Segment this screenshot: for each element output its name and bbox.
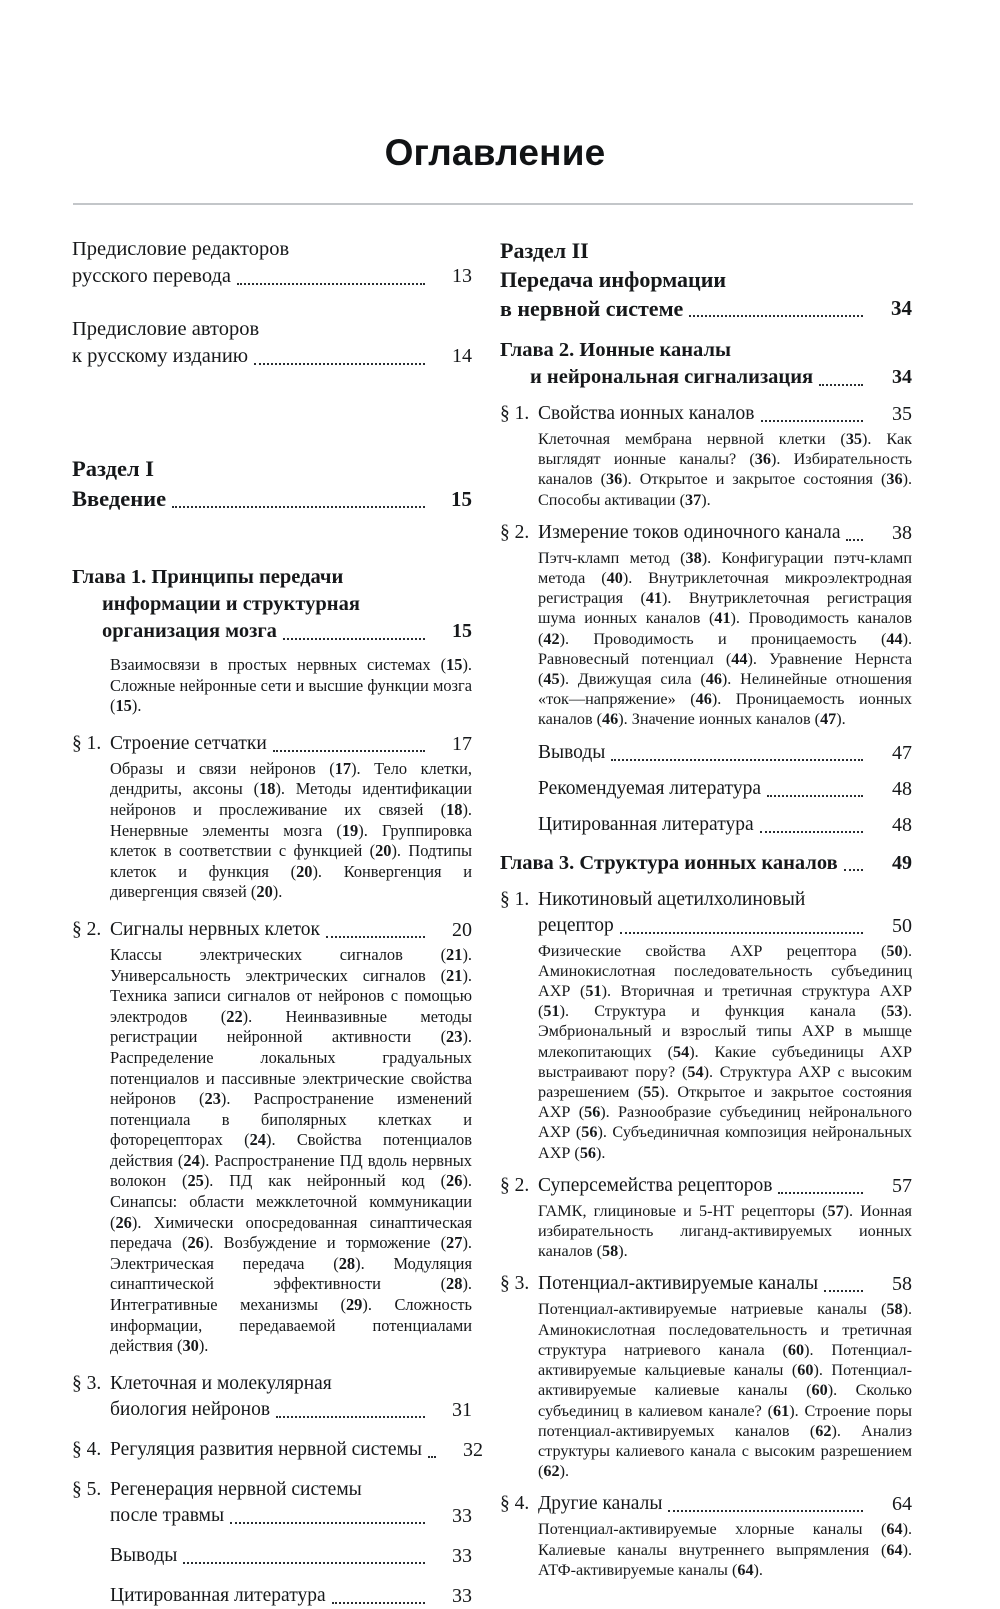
page-title-text: Оглавление <box>384 132 606 173</box>
page-number: 48 <box>892 813 912 836</box>
page-number: 20 <box>452 918 472 941</box>
page-number: 58 <box>892 1273 912 1296</box>
section-body-summary: Образы и связи нейронов (17). Тело клетки, дендриты, аксоны (18). Методы идентификации нейронов и прослеживание их связей (18). Ненервные элементы мозга (19). Группировка клеток в соответствии с функцией (20). Подтипы клеток и функция (20). Конвергенция и дивергенция связей (20). <box>110 758 472 902</box>
toc-part-heading-1[interactable] <box>72 454 472 514</box>
page-number: 15 <box>451 487 472 511</box>
section-body-summary: Физические свойства АХР рецептора (50). Аминокислотная последовательность субъединиц АХР (51). Вторичная и третичная структура АХР (51). Структура и функция канала (53). Эмбриональный и взрослый типы АХР в мышце млекопитающих (54). Какие субъединицы АХР выстраивают пору? (54). Структура АХР с высоким разрешением (55). Открытое и закрытое состояния АХР (56). Разнообразие субъединиц нейронального АХР (56). Субъединичная композиция нейрональных АХР (56). <box>538 941 913 1162</box>
entry-title-line2: русского перевода <box>72 265 232 287</box>
page-title <box>72 134 920 171</box>
toc-entry-front-matter[interactable] <box>72 316 472 370</box>
toc-section-entry[interactable] <box>500 887 912 939</box>
entry-title-line1: Предисловие авторов <box>72 318 260 340</box>
dot-leader <box>172 492 425 515</box>
dot-leader <box>283 625 425 646</box>
section-title-line1: Регенерация нервной системы <box>110 1478 362 1500</box>
section-title-line2: после травмы <box>110 1504 225 1526</box>
chapter-title-line1: Глава 3. Структура ионных каналов <box>500 851 838 874</box>
toc-section-entry[interactable] <box>500 1173 912 1199</box>
dot-leader <box>273 737 425 757</box>
section-marker: § 1. <box>500 403 530 424</box>
chapter-title-line2: и нейрональная сигнализация <box>530 366 814 388</box>
chapter-body-summary: Взаимосвязи в простых нервных системах (15). Сложные нейронные сети и высшие функции мозга (15). <box>110 655 472 716</box>
toc-part-heading-2[interactable] <box>500 236 912 323</box>
section-marker: § 1. <box>500 888 530 910</box>
dot-leader <box>611 746 863 766</box>
section-body-summary: Классы электрических сигналов (21). Универсальность электрических сигналов (21). Техника записи сигналов от нейронов с помощью электродов (22). Неинвазивные методы регистрации нейронной активности (23). Распределение локальных градуальных потенциалов и пассивные электрические свойства нейронов (23). Распространение изменений потенциала в биполярных клетках и фоторецепторах (24). Свойства потенциалов действия (24). Распространение ПД вдоль нервных волокон (25). ПД как нейронный код (26). Синапсы: области межклеточной коммуникации (26). Химически опосредованная синаптическая передача (26). Возбуждение и торможение (27). Электрическая передача (28). Модуляция синаптической эффективности (28). Интегративные механизмы (29). Сложность информации, передаваемой потенциалами действия (30). <box>110 944 473 1356</box>
page-number: 17 <box>452 732 472 755</box>
section-body-summary: Пэтч-кламп метод (38). Конфигурации пэтч-кламп метода (40). Внутриклеточная микроэлектродная регистрация (41). Внутриклеточная регистрация шума ионных каналов (41). Проводимость каналов (42). Проводимость и проницаемость (44). Равновесный потенциал (44). Уравнение Нернста (45). Движущая сила (46). Нелинейные отношения «ток—напряжение» (46). Проницаемость ионных каналов (46). Значение ионных каналов (47). <box>538 548 913 729</box>
toc-section-entry[interactable] <box>500 1491 912 1517</box>
dot-leader <box>237 270 425 291</box>
page-number: 34 <box>892 366 912 388</box>
subentry-title: Выводы <box>538 741 606 763</box>
section-body-summary: Потенциал-активируемые натриевые каналы (58). Аминокислотная последовательность и третичная структура натриевого канала (60). Потенциал-активируемые кальциевые каналы (60). Потенциал-активируемые калиевые каналы (60). Сколько субъединиц в калиевом канале? (61). Строение поры потенциал-активируемых каналов (62). Анализ структуры калиевого канала с высоким разрешением (62). <box>538 1300 913 1481</box>
section-marker: § 4. <box>72 1438 102 1460</box>
toc-section-entry[interactable] <box>72 917 472 943</box>
toc-section-entry[interactable] <box>500 1271 912 1297</box>
page-number: 34 <box>891 296 912 320</box>
toc-section-entry[interactable] <box>500 401 912 427</box>
dot-leader <box>183 1549 425 1569</box>
section-title: Другие каналы <box>538 1493 663 1515</box>
section-title: Сигналы нервных клеток <box>110 918 320 940</box>
dot-leader <box>326 923 425 943</box>
section-title-line2: биология нейронов <box>110 1398 271 1420</box>
toc-subentry-recommended-reading[interactable] <box>500 776 912 802</box>
dot-leader <box>276 1403 425 1423</box>
spacer <box>500 838 912 850</box>
part-title-line2: в нервной системе <box>500 296 684 321</box>
toc-section-entry[interactable] <box>72 1371 472 1423</box>
section-title: Свойства ионных каналов <box>538 403 755 424</box>
page-number: 47 <box>892 741 912 764</box>
section-title: Измерение токов одиночного канала <box>538 521 841 543</box>
toc-subentry-summary[interactable] <box>500 740 912 766</box>
toc-section-entry[interactable] <box>72 1477 472 1529</box>
section-body-summary: ГАМК, глициновые и 5-НТ рецепторы (57). Ионная избирательность лиганд-активируемых ионных каналов (58). <box>538 1201 912 1261</box>
toc-section-entry[interactable] <box>72 731 472 757</box>
page-number: 33 <box>452 1584 472 1607</box>
section-title-line2: рецептор <box>538 914 614 936</box>
page-number: 14 <box>452 345 472 367</box>
page-number: 50 <box>892 914 912 937</box>
section-marker: § 2. <box>500 1174 530 1196</box>
subentry-title: Выводы <box>110 1544 178 1566</box>
page-number: 31 <box>452 1398 472 1421</box>
section-marker: § 2. <box>72 918 102 940</box>
chapter-title-line2: информации и структурная <box>102 593 360 615</box>
section-title: Суперсемейства рецепторов <box>538 1174 773 1196</box>
dot-leader <box>778 1179 863 1199</box>
section-marker: § 2. <box>500 521 530 543</box>
page-number: 57 <box>892 1174 912 1197</box>
subentry-title: Цитированная литература <box>110 1584 326 1606</box>
toc-entry-front-matter[interactable] <box>72 236 472 290</box>
toc-subentry-summary[interactable] <box>72 1543 472 1569</box>
toc-chapter-heading-1[interactable] <box>72 564 472 645</box>
page-number: 38 <box>892 521 912 544</box>
dot-leader <box>844 856 863 877</box>
page-number: 35 <box>892 403 912 425</box>
dot-leader <box>230 1509 425 1529</box>
section-marker: § 4. <box>500 1493 530 1515</box>
dot-leader <box>254 350 425 371</box>
part-number: Раздел I <box>72 456 155 481</box>
chapter-title-line3: организация мозга <box>102 620 277 642</box>
dot-leader <box>846 526 863 546</box>
page-number: 15 <box>452 620 472 642</box>
page-number: 32 <box>463 1438 484 1461</box>
entry-title-line2: к русскому изданию <box>72 345 249 367</box>
section-title: Потенциал-активируемые каналы <box>538 1273 819 1295</box>
toc-section-entry[interactable] <box>500 520 912 546</box>
part-number: Раздел II <box>500 238 589 263</box>
dot-leader <box>428 1443 436 1463</box>
section-title-line1: Клеточная и молекулярная <box>110 1372 332 1394</box>
page-number: 48 <box>892 777 912 800</box>
dot-leader <box>760 818 863 838</box>
page-number: 33 <box>452 1544 472 1567</box>
page-number: 49 <box>892 851 912 874</box>
section-marker: § 3. <box>500 1273 530 1295</box>
toc-subentry-references[interactable] <box>72 1583 472 1609</box>
chapter-title-line1: Глава 2. Ионные каналы <box>500 339 731 361</box>
section-marker: § 1. <box>72 732 102 754</box>
toc-left-column <box>72 236 484 1609</box>
chapter-title-line1: Глава 1. Принципы передачи <box>72 566 344 588</box>
toc-chapter-heading-2[interactable] <box>500 337 912 391</box>
dot-leader <box>332 1589 425 1609</box>
entry-title-line1: Предисловие редакторов <box>72 238 290 260</box>
subentry-title: Цитированная литература <box>538 813 754 835</box>
section-title-line1: Никотиновый ацетилхолиновый <box>538 888 806 910</box>
dot-leader <box>620 919 863 939</box>
dot-leader <box>668 1498 863 1518</box>
dot-leader <box>767 782 863 802</box>
page-number: 33 <box>452 1504 472 1527</box>
section-body-summary: Клеточная мембрана нервной клетки (35). Как выглядят ионные каналы? (36). Избирательность каналов (36). Открытое и закрытое состояния (36). Способы активации (37). <box>538 430 912 509</box>
section-title: Строение сетчатки <box>110 732 267 754</box>
spacer <box>72 538 472 564</box>
section-body-summary: Потенциал-активируемые хлорные каналы (64). Калиевые каналы внутреннего выпрямления (64). АТФ-активируемые каналы (64). <box>538 1520 912 1579</box>
toc-subentry-references[interactable] <box>500 812 912 838</box>
toc-chapter-heading-3[interactable] <box>500 850 912 877</box>
page-number: 64 <box>892 1493 912 1516</box>
dot-leader <box>824 1278 863 1298</box>
page-number: 13 <box>452 265 472 287</box>
dot-leader <box>761 408 864 428</box>
toc-right-column <box>500 236 912 1580</box>
spacer <box>72 396 472 454</box>
section-marker: § 5. <box>72 1478 102 1500</box>
section-title: Регуляция развития нервной системы <box>110 1438 423 1460</box>
dot-leader <box>819 371 863 392</box>
subentry-title: Рекомендуемая литература <box>538 777 761 799</box>
dot-leader <box>689 301 863 323</box>
header-divider <box>73 203 913 205</box>
part-title-line1: Передача информации <box>500 267 727 292</box>
toc-section-entry[interactable] <box>72 1437 484 1463</box>
part-title: Введение <box>72 486 167 511</box>
section-marker: § 3. <box>72 1372 102 1394</box>
